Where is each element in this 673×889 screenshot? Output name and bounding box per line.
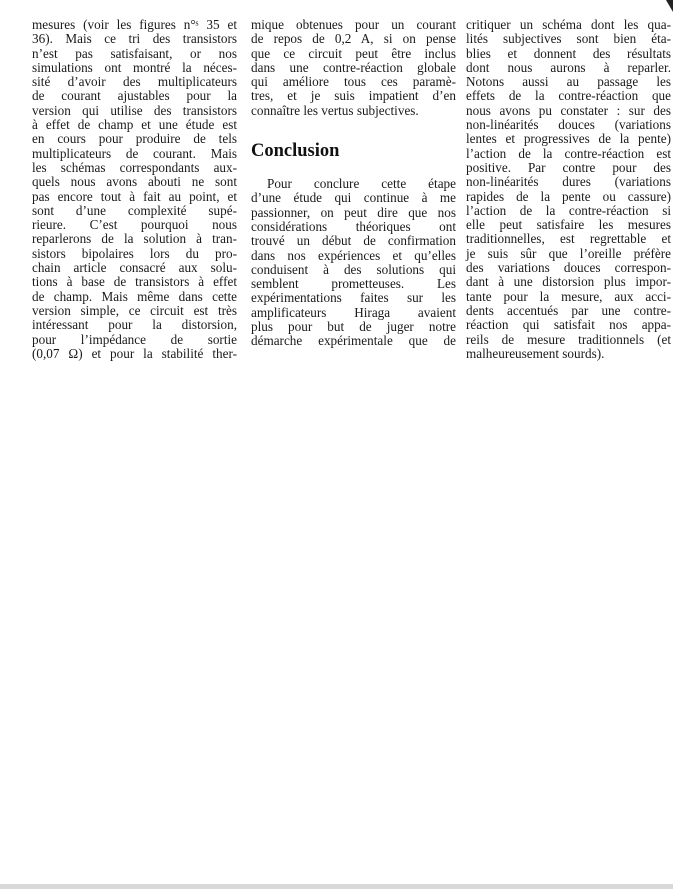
text-line: mique obtenues pour un courant xyxy=(251,17,456,32)
text-line: semblent prometteuses. Les xyxy=(251,276,456,292)
text-column-3 xyxy=(466,18,671,361)
text-column-2 xyxy=(251,18,456,349)
text-line: rapides de la pente ou cassure) xyxy=(466,188,671,204)
text-line: plus pour but de juger notre xyxy=(251,319,456,335)
text-line: Notons aussi au passage les xyxy=(466,74,671,90)
text-line: en cours pour produire de tels xyxy=(32,131,237,147)
text-line: lentes et progressives de la pente) xyxy=(466,131,671,147)
text-line: version simple, ce circuit est très xyxy=(32,302,237,318)
text-line: sont d’une complexité supé- xyxy=(32,202,237,218)
text-line: traditionnelles, est regrettable et xyxy=(466,231,671,247)
text-line: n’est pas satisfaisant, or nos xyxy=(32,45,237,61)
text-line: version qui utilise des transistors xyxy=(32,102,237,118)
text-line: sité d’avoir des multiplicateurs xyxy=(32,74,237,90)
text-line: sistors bipolaires lors du pro- xyxy=(32,245,237,261)
text-line: dents accentués par une contre- xyxy=(466,302,671,318)
text-line: de repos de 0,2 A, si on pense xyxy=(251,31,456,47)
text-line: quels nous avons abouti ne sont xyxy=(32,174,237,190)
text-line: non-linéarités dures (variations xyxy=(466,174,671,190)
text-line: non-linéarités douces (variations xyxy=(466,117,671,133)
page-bottom-edge xyxy=(0,884,673,889)
text-line: l’action de la contre-réaction si xyxy=(466,202,671,218)
text-line: qui améliore tous ces paramè- xyxy=(251,74,456,90)
text-line: de courant ajustables pour la xyxy=(32,88,237,104)
text-line: 36). Mais ce tri des transistors xyxy=(32,31,237,47)
text-line: pas encore tout à fait au point, et xyxy=(32,188,237,204)
text-line: trouvé un début de confirmation xyxy=(251,233,456,249)
text-line: tres, et je suis impatient d’en xyxy=(251,88,456,104)
text-line: mesures (voir les figures n°ˢ 35 et xyxy=(32,17,237,32)
text-line: lités subjectives sont bien éta- xyxy=(466,31,671,47)
text-line: (0,07 Ω) et pour la stabilité ther- xyxy=(32,345,237,361)
text-line: des variations douces correspon- xyxy=(466,260,671,276)
text-line: rieure. C’est pourquoi nous xyxy=(32,217,237,233)
text-line: amplificateurs Hiraga avaient xyxy=(251,304,456,320)
text-line: dans une contre-réaction globale xyxy=(251,59,456,75)
text-line: simulations ont montré la néces- xyxy=(32,59,237,75)
text-line: de champ. Mais même dans cette xyxy=(32,288,237,304)
text-column-1 xyxy=(32,18,237,361)
text-line: les schémas correspondants aux- xyxy=(32,159,237,175)
text-line: considérations théoriques ont xyxy=(251,218,456,234)
text-line: démarche expérimentale que de xyxy=(251,333,456,349)
text-line: réaction qui satisfait nos appa- xyxy=(466,317,671,333)
text-line: conduisent à des solutions qui xyxy=(251,261,456,277)
text-line: positive. Par contre pour des xyxy=(466,159,671,175)
section-heading: Conclusion xyxy=(251,141,340,162)
text-line: reils de mesure traditionnels (et xyxy=(466,331,671,347)
text-line: reparlerons de la solution à tran- xyxy=(32,231,237,247)
text-line: effets de la contre-réaction que xyxy=(466,88,671,104)
text-line: pour l’impédance de sortie xyxy=(32,331,237,347)
text-line: chain article consacré aux solu- xyxy=(32,260,237,276)
text-line: à effet de champ et une étude est xyxy=(32,117,237,133)
text-line: intéressant pour la distorsion, xyxy=(32,317,237,333)
text-line: elle peut satisfaire les mesures xyxy=(466,217,671,233)
text-line: tions à base de transistors à effet xyxy=(32,274,237,290)
text-line: que ce circuit peut être inclus xyxy=(251,45,456,61)
text-line: dans nos expériences et qu’elles xyxy=(251,247,456,263)
text-line: passionner, on peut dire que nos xyxy=(251,204,456,220)
text-line: expérimentations faites sur les xyxy=(251,290,456,306)
text-line: je suis sûr que l’oreille préfère xyxy=(466,245,671,261)
text-line: malheureusement sourds). xyxy=(466,345,605,361)
text-line: l’action de la contre-réaction est xyxy=(466,145,671,161)
page-corner-mark xyxy=(666,0,673,12)
text-line: critiquer un schéma dont les qua- xyxy=(466,17,671,32)
text-line: dant à une distorsion plus impor- xyxy=(466,274,671,290)
text-line: connaître les vertus subjectives. xyxy=(251,102,419,118)
text-line: multiplicateurs de courant. Mais xyxy=(32,145,237,161)
text-line: dont nous aurons à reparler. xyxy=(466,59,671,75)
text-line: tante pour la mesure, aux acci- xyxy=(466,288,671,304)
text-line: nous avons pu constater : sur des xyxy=(466,102,671,118)
text-line: blies et donnent des résultats xyxy=(466,45,671,61)
text-line: Pour conclure cette étape xyxy=(267,176,456,192)
text-line: d’une étude qui continue à me xyxy=(251,190,456,206)
